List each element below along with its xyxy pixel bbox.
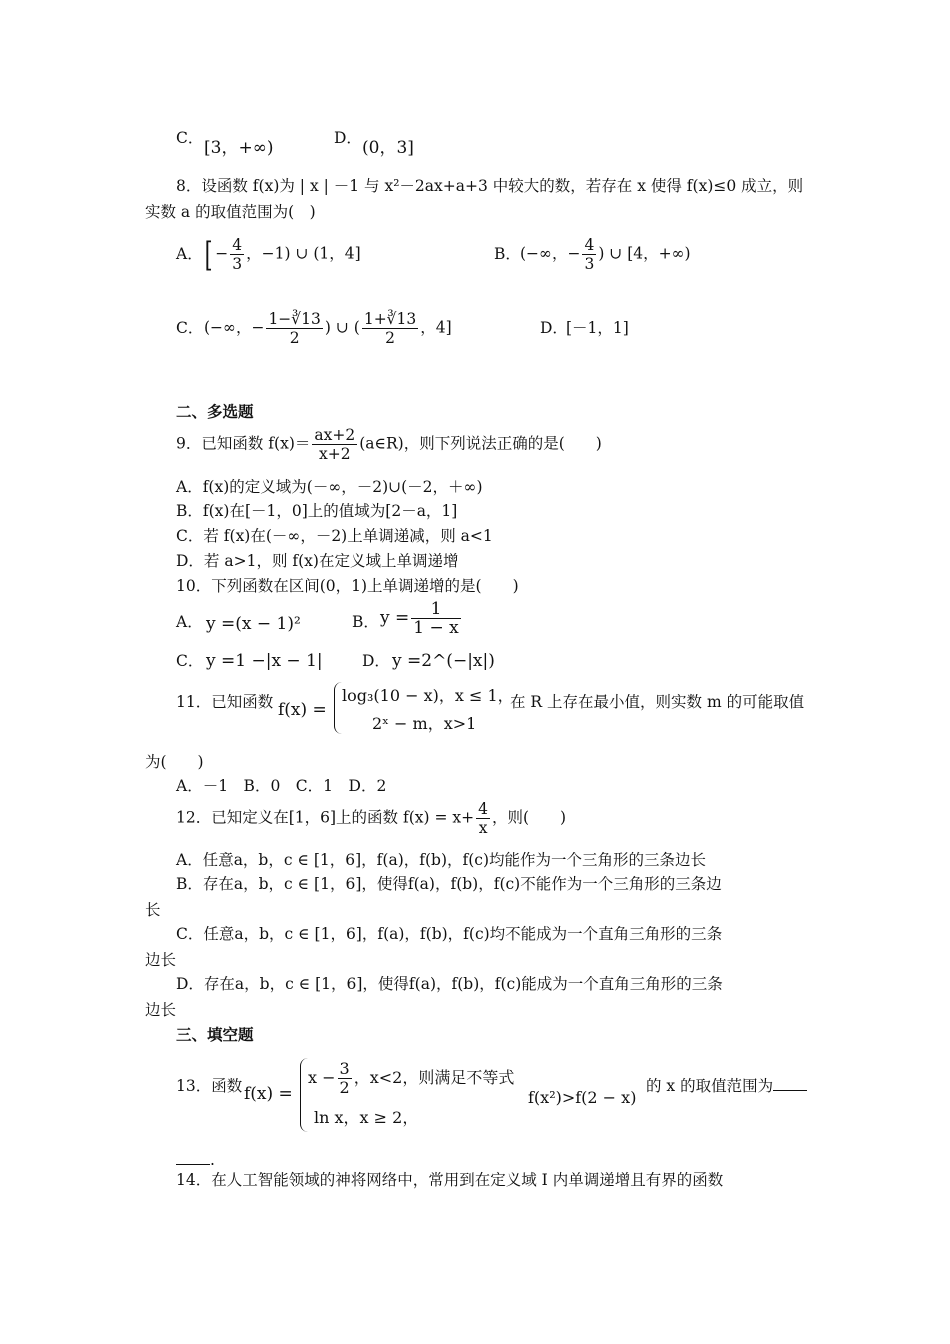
q12-fraction: $\frac{4}{x}$ [478, 800, 488, 837]
q11-fx: f(x) = [278, 700, 327, 720]
q8-opt-a-fraction: $\frac{4}{3}$ [232, 236, 243, 273]
q12-opt-b-line1: B．存在a，b，c ∈ [1，6]，使得f(a)，f(b)，f(c)不能作为一个三角形的三条边 [176, 875, 722, 893]
q9-opt-a: A．f(x)的定义域为(－∞，－2)∪(－2，＋∞) [176, 478, 483, 496]
q10-opt-b: y = $\frac{1}{1 - x}$ [380, 599, 459, 638]
section-2-title: 二、多选题 [176, 402, 254, 421]
q8-opt-a: [ − $\frac{4}{3}$ ，−1) ∪ (1，4] [204, 234, 361, 275]
q10-opt-a-label: A． [176, 613, 203, 631]
q12-opt-c-line1: C．任意a，b，c ∈ [1，6]，f(a)，f(b)，f(c)均不能成为一个直角三角形的三条 [176, 925, 723, 943]
q13-case-1-fraction: $\frac{3}{2}$ [339, 1059, 350, 1097]
q8-opt-b-fraction: $\frac{4}{3}$ [584, 236, 595, 273]
q9-opt-b: B．f(x)在[－1，0]上的值域为[2－a，1] [176, 502, 458, 520]
q10-opt-d-value: y =2^(−|x|) [392, 651, 495, 671]
q9-opt-c: C．若 f(x)在(－∞，－2)上单调递减，则 a<1 [176, 527, 493, 545]
q9-fraction: $\frac{ax+2}{x+2}$ [314, 426, 356, 463]
q9-opt-d: D．若 a>1，则 f(x)在定义域上单调递增 [176, 552, 459, 570]
q11-options: A．－1 B．0 C．1 D．2 [176, 777, 387, 795]
q8-opt-c: (−∞，− $\frac{1-∛13}{2}$ ) ∪ ( $\frac{1+∛13}{2}$ ，4] [204, 310, 452, 347]
q13-case-1: x − $\frac{3}{2}$ ，x<2，则满足不等式 [308, 1059, 515, 1097]
q11-tail: 在 R 上存在最小值，则实数 m 的可能取值 [510, 693, 805, 711]
q14-stem: 14．在人工智能领域的神将网络中，常用到在定义域 I 内单调递增且有界的函数 [176, 1171, 724, 1189]
q8-opt-c-fraction-1: $\frac{1-∛13}{2}$ [268, 310, 321, 347]
q8-stem-line2: 实数 a 的取值范围为( ) [145, 203, 316, 221]
q8-opt-d-label: D． [540, 319, 568, 337]
q10-opt-c-value: y =1 −|x − 1| [206, 651, 323, 671]
q13-case-2: ln x，x ≥ 2， [314, 1108, 419, 1127]
q10-opt-c-label: C． [176, 652, 204, 670]
q13-head: 13．函数 [176, 1077, 243, 1095]
q7-opt-c-value: [3，+∞) [204, 138, 274, 158]
q8-opt-a-label: A． [176, 245, 203, 263]
q8-opt-b: (−∞，− $\frac{4}{3}$ ) ∪ [4，+∞) [520, 236, 691, 273]
q11-head: 11．已知函数 [176, 693, 274, 711]
q12-opt-d-line2: 边长 [145, 1001, 177, 1019]
q8-opt-c-label: C． [176, 319, 204, 337]
q10-opt-d-label: D． [362, 652, 390, 670]
q11-case-1: log₃(10 − x)，x ≤ 1， [342, 686, 514, 705]
q13-answer-blank-cont [176, 1150, 210, 1165]
q12-opt-a: A．任意a，b，c ∈ [1，6]，f(a)，f(b)，f(c)均能作为一个三角形的三条边长 [176, 851, 707, 869]
q7-opt-c-label: C． [176, 129, 204, 147]
q8-opt-d-value: [－1，1] [566, 319, 629, 337]
q12-opt-c-line2: 边长 [145, 951, 177, 969]
q10-opt-b-label: B． [352, 613, 379, 631]
q9-stem: 9．已知函数 f(x)＝ $\frac{ax+2}{x+2}$ (a∈R)，则下列说法正确的是( ) [176, 426, 602, 463]
q12-opt-d-line1: D．存在a，b，c ∈ [1，6]，使得f(a)，f(b)，f(c)能成为一个直角三角形的三条 [176, 975, 723, 993]
q13-answer-blank [773, 1076, 807, 1091]
q13-end: . [176, 1150, 215, 1170]
q7-opt-d-value: (0，3] [362, 138, 414, 158]
q10-stem: 10．下列函数在区间(0，1)上单调递增的是( ) [176, 577, 519, 595]
q12-stem: 12．已知定义在[1，6]上的函数 f(x) = x+ $\frac{4}{x}$ ，则( ) [176, 800, 567, 837]
q7-opt-d-label: D． [334, 129, 362, 147]
q10-opt-a-value: y =(x − 1)² [206, 614, 301, 634]
section-3-title: 三、填空题 [176, 1025, 254, 1044]
q13-inequality: f(x²)>f(2 − x) [528, 1088, 637, 1107]
q13-tail: 的 x 的取值范围为 [646, 1076, 807, 1096]
q10-opt-b-fraction: $\frac{1}{1 - x}$ [413, 599, 459, 638]
q11-tail-line2: 为( ) [145, 753, 204, 771]
q11-case-2: 2ˣ − m，x>1 [372, 714, 477, 733]
q8-stem-line1: 8．设函数 f(x)为 | x | －1 与 x²－2ax+a+3 中较大的数，若存在 x 使得 f(x)≤0 成立，则 [176, 177, 804, 195]
q13-fx: f(x) = [244, 1084, 293, 1104]
q8-opt-b-label: B． [494, 245, 521, 263]
q12-opt-b-line2: 长 [145, 901, 161, 919]
q8-opt-c-fraction-2: $\frac{1+∛13}{2}$ [363, 310, 417, 347]
